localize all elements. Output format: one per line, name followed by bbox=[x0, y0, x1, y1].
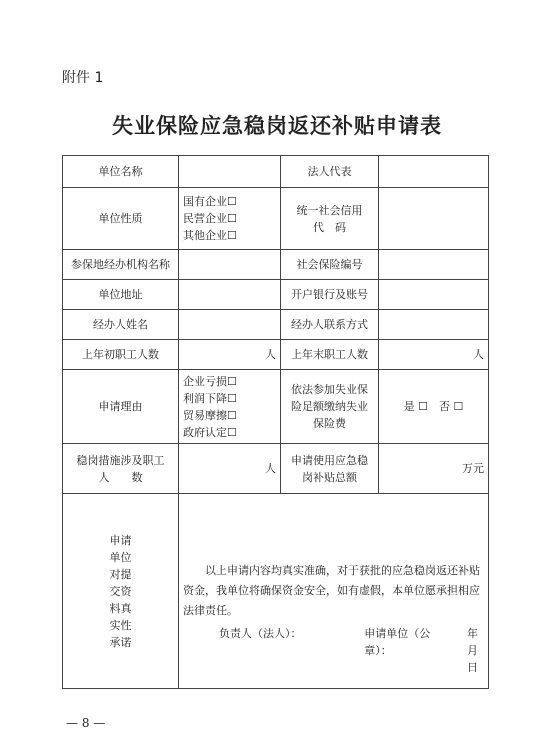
value-address[interactable] bbox=[179, 280, 281, 310]
application-form-table bbox=[62, 155, 489, 689]
nature-option-other[interactable]: 其他企业☐ bbox=[183, 229, 237, 242]
value-handler-contact[interactable] bbox=[379, 310, 489, 340]
value-start-staff[interactable]: 人 bbox=[179, 340, 281, 370]
declaration-side-line: 对提 bbox=[109, 567, 132, 581]
sign-date[interactable]: 年 月 日 bbox=[467, 627, 489, 674]
page-number: — 8 — bbox=[66, 716, 106, 730]
label-handler-name: 经办人姓名 bbox=[63, 310, 179, 340]
declaration-text: 以上申请内容均真实准确，对于获批的应急稳岗返还补贴资金，我单位将确保资金安全，如有虚假，本单位愿承担相应法律责任。 bbox=[183, 564, 480, 617]
label-start-staff: 上年初职工人数 bbox=[63, 340, 179, 370]
label-unit-name: 单位名称 bbox=[63, 156, 179, 188]
signature-line bbox=[219, 625, 489, 676]
label-address: 单位地址 bbox=[63, 280, 179, 310]
label-subsidy-total: 申请使用应急稳 岗补贴总额 bbox=[281, 444, 379, 494]
page-title: 失业保险应急稳岗返还补贴申请表 bbox=[112, 113, 442, 138]
value-insurance-no[interactable] bbox=[379, 250, 489, 280]
value-end-staff[interactable]: 人 bbox=[379, 340, 489, 370]
value-insurance-agency[interactable] bbox=[179, 250, 281, 280]
value-unit-name[interactable] bbox=[179, 156, 281, 188]
label-bank: 开户银行及账号 bbox=[281, 280, 379, 310]
declaration-side-text bbox=[67, 532, 174, 651]
label-legal-rep: 法人代表 bbox=[281, 156, 379, 188]
sign-unit[interactable]: 申请单位（公章）： bbox=[364, 627, 431, 657]
attachment-label: 附件 1 bbox=[62, 70, 104, 86]
nature-option-state[interactable]: 国有企业☐ bbox=[183, 195, 237, 208]
declaration-side-line: 实性 bbox=[109, 618, 132, 632]
label-credit-code: 统一社会信用 代 码 bbox=[281, 188, 379, 250]
nature-option-private[interactable]: 民营企业☐ bbox=[183, 212, 237, 225]
value-subsidy-total[interactable]: 万元 bbox=[379, 444, 489, 494]
label-insurance-no: 社会保险编号 bbox=[281, 250, 379, 280]
label-unit-nature: 单位性质 bbox=[63, 188, 179, 250]
value-measures-staff[interactable]: 人 bbox=[179, 444, 281, 494]
reason-options[interactable] bbox=[179, 370, 281, 444]
declaration-side-label bbox=[63, 494, 179, 689]
value-bank[interactable] bbox=[379, 280, 489, 310]
reason-option-trade-friction[interactable]: 贸易摩擦☐ bbox=[183, 408, 237, 422]
value-legal-rep[interactable] bbox=[379, 156, 489, 188]
value-credit-code[interactable] bbox=[379, 188, 489, 250]
declaration-side-line: 交资 bbox=[109, 584, 132, 598]
insured-yes-no[interactable]: 是 ☐ 否 ☐ bbox=[379, 370, 489, 444]
declaration-side-line: 单位 bbox=[109, 550, 132, 564]
label-end-staff: 上年末职工人数 bbox=[281, 340, 379, 370]
label-insurance-agency: 参保地经办机构名称 bbox=[63, 250, 179, 280]
declaration-side-line: 承诺 bbox=[109, 635, 132, 649]
value-handler-name[interactable] bbox=[179, 310, 281, 340]
declaration-side-line: 申请 bbox=[109, 533, 132, 547]
reason-option-gov-certified[interactable]: 政府认定☐ bbox=[183, 425, 237, 439]
nature-options[interactable] bbox=[179, 188, 281, 250]
label-reason: 申请理由 bbox=[63, 370, 179, 444]
sign-person[interactable]: 负责人（法人）： bbox=[219, 627, 302, 640]
label-insured-question: 依法参加失业保 险足额缴纳失业 保险费 bbox=[281, 370, 379, 444]
reason-option-loss[interactable]: 企业亏损☐ bbox=[183, 374, 237, 388]
declaration-side-line: 料真 bbox=[109, 601, 132, 615]
declaration-box bbox=[179, 494, 489, 689]
reason-option-profit-drop[interactable]: 利润下降☐ bbox=[183, 391, 237, 405]
label-handler-contact: 经办人联系方式 bbox=[281, 310, 379, 340]
label-measures-staff: 稳岗措施涉及职工 人 数 bbox=[63, 444, 179, 494]
